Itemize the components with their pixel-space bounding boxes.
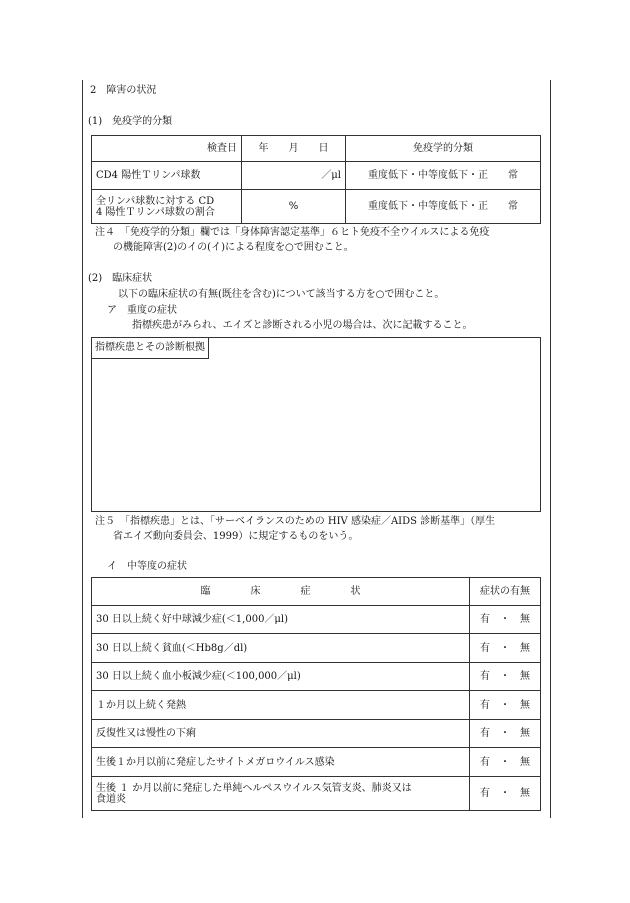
presence-column-header: 症状の有無 — [470, 578, 541, 606]
table-row — [92, 634, 541, 663]
cd4-ratio-label — [92, 190, 242, 224]
symptom-fever: １か月以上続く発熱 — [92, 691, 470, 720]
cd4-ratio-label-line1: 全リンパ球数に対する CD — [96, 195, 215, 207]
table-row — [92, 777, 541, 811]
symptom-anemia: 30 日以上続く貧血(＜Hb8g／dl) — [92, 634, 470, 663]
table-row — [92, 663, 541, 691]
indicator-disease-label: 指標疾患とその診断根拠 — [92, 338, 209, 359]
presence-toggle[interactable]: 有 ・ 無 — [470, 748, 541, 777]
test-date-header: 検査日 — [92, 136, 242, 162]
symptom-column-header: 臨 床 症 状 — [92, 578, 470, 606]
symptom-hsv-line1: 生後 １ か月以前に発症した単純ヘルペスウイルス気管支炎、肺炎又は — [96, 782, 412, 794]
symptom-thrombocytopenia: 30 日以上続く血小板減少症(＜100,000／μl) — [92, 663, 470, 691]
table-row — [92, 720, 541, 748]
cd4-ratio-label-line2: 4 陽性Ｔリンパ球数の割合 — [96, 206, 215, 218]
presence-toggle[interactable]: 有 ・ 無 — [470, 720, 541, 748]
page-frame-right-border — [550, 80, 551, 818]
cd4-count-value[interactable]: ／μl — [242, 162, 346, 190]
section-title: 2 障害の状況 — [90, 85, 157, 96]
indicator-disease-box[interactable] — [91, 337, 541, 512]
note4-line1: 注４ 「免疫学的分類」欄では「身体障害認定基準」６ヒト免疫不全ウイルスによる免疫 — [95, 227, 490, 238]
severe-heading: ア 重度の症状 — [107, 305, 177, 316]
clinical-heading: (2) 臨床症状 — [88, 273, 153, 284]
page-frame-left-border — [82, 80, 83, 818]
cd4-count-options[interactable]: 重度低下・中等度低下・正 常 — [346, 162, 541, 190]
date-format-cell[interactable]: 年 月 日 — [242, 136, 346, 162]
moderate-symptoms-table — [91, 577, 541, 811]
cd4-ratio-value[interactable]: % — [242, 190, 346, 224]
note4-line2: の機能障害(2)のイの(イ)による程度を○で囲むこと。 — [113, 242, 354, 253]
table-row — [92, 748, 541, 777]
symptom-hsv-infection — [92, 777, 470, 811]
symptom-hsv-line2: 食道炎 — [96, 793, 126, 805]
note5-line1: 注５ 「指標疾患」とは、「サーベイランスのための HIV 感染症／AIDS 診断基準」（厚生 — [95, 516, 496, 527]
symptom-diarrhea: 反復性又は慢性の下痢 — [92, 720, 470, 748]
presence-toggle[interactable]: 有 ・ 無 — [470, 691, 541, 720]
immuno-table — [91, 135, 541, 224]
table-row — [92, 691, 541, 720]
presence-toggle[interactable]: 有 ・ 無 — [470, 777, 541, 811]
presence-toggle[interactable]: 有 ・ 無 — [470, 663, 541, 691]
note5-line2: 省エイズ動向委員会、1999）に規定するものをいう。 — [113, 531, 359, 542]
presence-toggle[interactable]: 有 ・ 無 — [470, 606, 541, 634]
table-row — [92, 606, 541, 634]
clinical-intro: 以下の臨床症状の有無(既往を含む)について該当する方を○で囲むこと。 — [118, 289, 445, 300]
immuno-heading: (1) 免疫学的分類 — [88, 116, 173, 127]
cd4-ratio-options[interactable]: 重度低下・中等度低下・正 常 — [346, 190, 541, 224]
severe-instruction: 指標疾患がみられ、エイズと診断される小児の場合は、次に記載すること。 — [132, 320, 473, 331]
classification-header: 免疫学的分類 — [346, 136, 541, 162]
symptom-neutropenia: 30 日以上続く好中球減少症(＜1,000／μl) — [92, 606, 470, 634]
cd4-count-label: CD4 陽性Ｔリンパ球数 — [92, 162, 242, 190]
symptom-cmv-infection: 生後１か月以前に発症したサイトメガロウイルス感染 — [92, 748, 470, 777]
presence-toggle[interactable]: 有 ・ 無 — [470, 634, 541, 663]
moderate-heading: イ 中等度の症状 — [107, 561, 187, 572]
